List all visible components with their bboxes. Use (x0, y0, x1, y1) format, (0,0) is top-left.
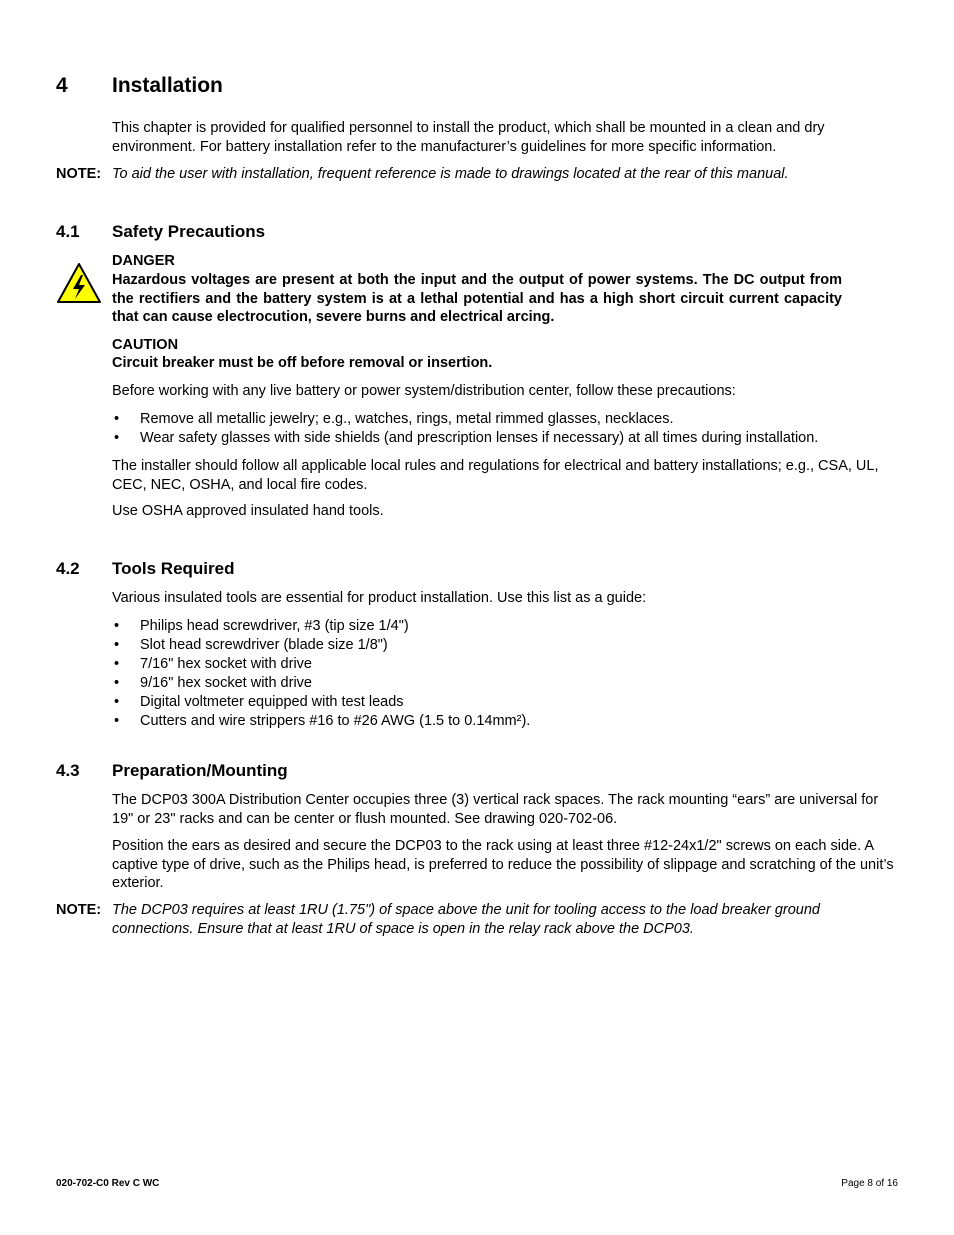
mounting-paragraph-2: Position the ears as desired and secure the DCP03 to the rack using at least three #12-24x1/2" screws on each side. A captive type of drive, such as the Philips head, is preferred to reduce the possibility of slippage and scratching of the unit’s exterior. (112, 838, 894, 891)
list-item (112, 655, 902, 674)
list-item-text: 7/16" hex socket with drive (140, 656, 312, 673)
osha-paragraph: Use OSHA approved insulated hand tools. (112, 503, 384, 519)
installer-paragraph: The installer should follow all applicable local rules and regulations for electrical and battery installations; e.g., CSA, UL, CEC, NEC, OSHA, and local fire codes. (112, 458, 879, 493)
intro-paragraph: This chapter is provided for qualified personnel to install the product, which shall be mounted in a clean and dry environment. For battery installation refer to the manufacturer’s guidelines for more specific information. (112, 120, 825, 155)
tools-intro-paragraph: Various insulated tools are essential for product installation. Use this list as a guide: (112, 590, 647, 606)
list-item (112, 693, 902, 712)
section-title: Installation (112, 74, 223, 97)
list-item-text: Remove all metallic jewelry; e.g., watches, rings, metal rimmed glasses, necklaces. (140, 411, 674, 427)
section-number: 4 (56, 74, 68, 97)
footer-doc-id: 020-702-C0 Rev C WC (56, 1178, 160, 1189)
subsection-title: Tools Required (112, 559, 235, 578)
subsection-number: 4.2 (56, 559, 80, 578)
high-voltage-warning-icon (56, 262, 102, 304)
list-item (112, 429, 902, 448)
note-text: To aid the user with installation, frequent reference is made to drawings located at the rear of this manual. (112, 166, 789, 182)
list-item (112, 636, 902, 655)
list-item (112, 712, 902, 731)
tools-list (112, 617, 902, 732)
list-item-text: Digital voltmeter equipped with test leads (140, 694, 404, 711)
subsection-number: 4.3 (56, 761, 80, 780)
note-label: NOTE: (56, 166, 102, 182)
caution-text: Circuit breaker must be off before removal or insertion. (112, 355, 493, 371)
bullet-icon: • (114, 656, 120, 673)
danger-text: Hazardous voltages are present at both the input and the output of power systems. The DC output from the rectifiers and the battery system is at a lethal potential and has a high short circuit current capacity that can cause electrocution, severe burns and electrical arcing. (112, 272, 842, 325)
bullet-icon: • (114, 694, 120, 711)
list-item-text: Philips head screwdriver, #3 (tip size 1/4") (140, 618, 409, 634)
precautions-list (112, 410, 902, 448)
subsection-title: Safety Precautions (112, 222, 266, 241)
list-item-text: Cutters and wire strippers #16 to #26 AWG (1.5 to 0.14mm²). (140, 713, 531, 730)
note-label: NOTE: (56, 902, 102, 918)
list-item-text: Slot head screwdriver (blade size 1/8") (140, 637, 388, 654)
bullet-icon: • (114, 675, 120, 692)
caution-label: CAUTION (112, 337, 179, 353)
bullet-icon: • (114, 713, 120, 730)
list-item-text: Wear safety glasses with side shields (and prescription lenses if necessary) at all times during installation. (140, 430, 819, 447)
footer-page-number: Page 8 of 16 (841, 1178, 898, 1189)
bullet-icon: • (114, 618, 120, 634)
bullet-icon: • (114, 430, 120, 447)
list-item-text: 9/16" hex socket with drive (140, 675, 312, 692)
list-item (112, 410, 902, 429)
danger-label: DANGER (112, 253, 175, 269)
list-item (112, 674, 902, 693)
mounting-paragraph-1: The DCP03 300A Distribution Center occupies three (3) vertical rack spaces. The rack mounting “ears” are universal for 19" or 23" racks and can be center or flush mounted. See drawing 020-702-06. (112, 792, 879, 827)
list-item (112, 617, 902, 636)
subsection-number: 4.1 (56, 222, 80, 241)
bullet-icon: • (114, 411, 120, 427)
subsection-title: Preparation/Mounting (112, 761, 288, 780)
note-text: The DCP03 requires at least 1RU (1.75") of space above the unit for tooling access to the load breaker ground connections. Ensure that at least 1RU of space is open in the relay rack above the DCP03. (112, 902, 820, 937)
bullet-icon: • (114, 637, 120, 654)
before-paragraph: Before working with any live battery or power system/distribution center, follow these precautions: (112, 383, 736, 399)
